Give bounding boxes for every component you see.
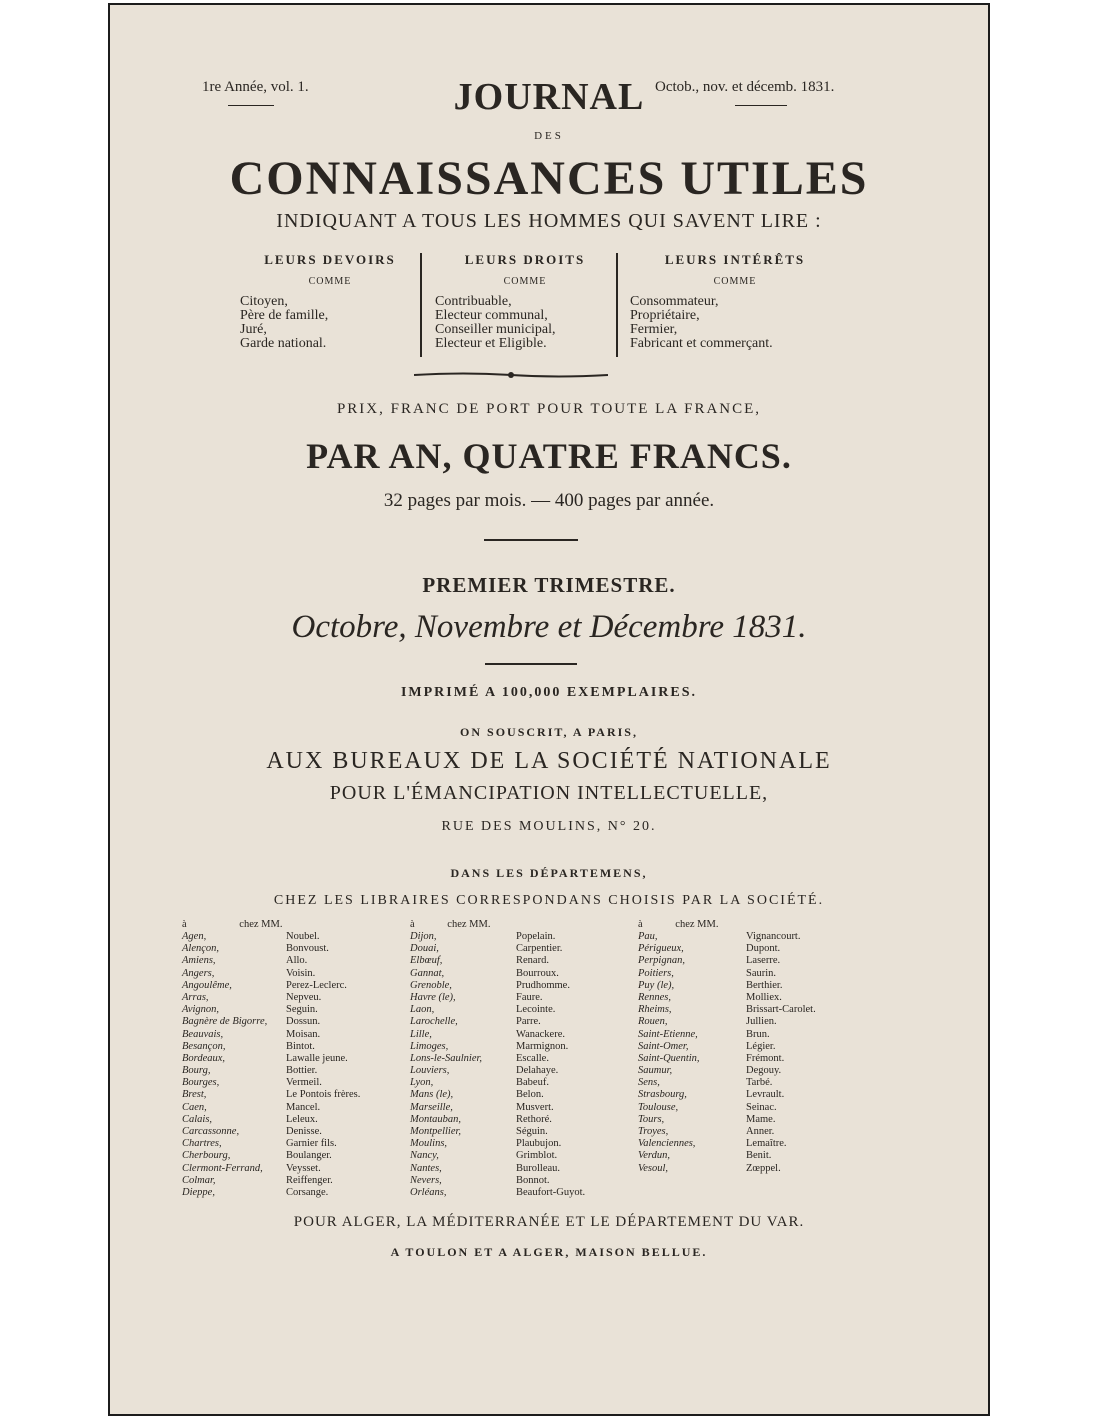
directory-city: Limoges, bbox=[410, 1040, 449, 1052]
directory-header bbox=[638, 919, 868, 931]
directory-header-chez: chez MM. bbox=[675, 919, 719, 930]
directory-city: Rheims, bbox=[638, 1004, 672, 1016]
directory-city: Cherbourg, bbox=[182, 1150, 231, 1162]
directory-city: Gannat, bbox=[410, 967, 445, 979]
directory-bookseller: Séguin. bbox=[516, 1126, 548, 1137]
directory-city: Arras, bbox=[182, 991, 209, 1003]
directory-city: Bagnère de Bigorre, bbox=[182, 1016, 268, 1028]
directory-bookseller: Lecointe. bbox=[516, 1004, 556, 1016]
directory-city: Besançon, bbox=[182, 1040, 226, 1052]
directory-bookseller: Zœppel. bbox=[746, 1162, 781, 1174]
directory-row bbox=[410, 1187, 635, 1199]
directory-bookseller: Molliex. bbox=[746, 991, 782, 1003]
directory-city: Toulouse, bbox=[638, 1101, 679, 1113]
directory-bookseller: Bonvoust. bbox=[286, 943, 329, 955]
volume-tag: 1re Année, vol. 1. bbox=[202, 79, 309, 95]
directory-city: Elbœuf, bbox=[410, 955, 443, 967]
toulon-line: A TOULON ET A ALGER, MAISON BELLUE. bbox=[390, 1245, 708, 1259]
directory-city: Dieppe, bbox=[182, 1186, 215, 1198]
directory-row bbox=[410, 1029, 635, 1041]
directory-bookseller: Perez-Leclerc. bbox=[286, 979, 347, 991]
directory-bookseller: Delahaye. bbox=[516, 1065, 559, 1077]
directory-bookseller: Plaubujon. bbox=[516, 1138, 562, 1150]
directory-bookseller: Brissart-Carolet. bbox=[746, 1004, 816, 1016]
directory-row bbox=[182, 1016, 402, 1028]
directory-city: Lyon, bbox=[410, 1077, 434, 1089]
directory-bookseller: Le Pontois frères. bbox=[286, 1089, 361, 1101]
directory-bookseller: Vignancourt. bbox=[746, 931, 801, 942]
directory-bookseller: Burolleau. bbox=[516, 1162, 561, 1174]
directory-header-a: à bbox=[182, 919, 187, 930]
directory-header-a: à bbox=[410, 919, 415, 930]
directory-row bbox=[638, 1077, 868, 1089]
column-heading: LEURS INTÉRÊTS bbox=[664, 252, 806, 267]
column-item: Consommateur, bbox=[630, 294, 719, 309]
directory-bookseller: Popelain. bbox=[516, 931, 556, 942]
directory-city: Saint-Omer, bbox=[638, 1040, 689, 1052]
directory-bookseller: Dupont. bbox=[746, 943, 781, 955]
directory-row bbox=[182, 968, 402, 980]
directory-column-1 bbox=[182, 919, 402, 1199]
directory-city: Marseille, bbox=[410, 1101, 453, 1113]
directory-bookseller: Prudhomme. bbox=[516, 979, 570, 991]
directory-city: Orléans, bbox=[410, 1186, 447, 1198]
directory-row bbox=[182, 1138, 402, 1150]
column-heading: LEURS DROITS bbox=[464, 252, 586, 267]
directory-bookseller: Boulanger. bbox=[286, 1150, 332, 1162]
directory-bookseller: Vermeil. bbox=[286, 1077, 322, 1089]
directory-bookseller: Frémont. bbox=[746, 1052, 785, 1064]
directory-bookseller: Légier. bbox=[746, 1040, 776, 1052]
directory-row bbox=[638, 992, 868, 1004]
directory-row bbox=[410, 1175, 635, 1187]
directory-row bbox=[182, 1004, 402, 1016]
directory-row bbox=[182, 1175, 402, 1187]
directory-bookseller: Lemaître. bbox=[746, 1138, 787, 1150]
directory-bookseller: Bonnot. bbox=[516, 1174, 550, 1186]
directory-row bbox=[182, 1065, 402, 1077]
directory-bookseller: Wanackere. bbox=[516, 1028, 565, 1040]
directory-bookseller: Beaufort-Guyot. bbox=[516, 1186, 586, 1198]
directory-row bbox=[182, 1089, 402, 1101]
directory-city: Verdun, bbox=[638, 1150, 670, 1162]
directory-city: Amiens, bbox=[182, 955, 216, 967]
column-item: Juré, bbox=[240, 322, 267, 337]
directory-header bbox=[182, 919, 402, 931]
directory-row bbox=[638, 1102, 868, 1114]
directory-row bbox=[410, 968, 635, 980]
directory-bookseller: Denisse. bbox=[286, 1126, 322, 1137]
directory-bookseller: Saurin. bbox=[746, 967, 777, 979]
directory-row bbox=[410, 1126, 635, 1138]
directory-row bbox=[182, 931, 402, 943]
directory-row bbox=[410, 1016, 635, 1028]
directory-city: Sens, bbox=[638, 1077, 660, 1089]
directory-city: Saint-Quentin, bbox=[638, 1052, 700, 1064]
main-title: CONNAISSANCES UTILES bbox=[229, 152, 869, 205]
directory-city: Dijon, bbox=[410, 931, 437, 942]
column-item: Electeur et Eligible. bbox=[435, 336, 547, 351]
directory-city: Saint-Etienne, bbox=[638, 1028, 698, 1040]
directory-city: Laon, bbox=[410, 1004, 435, 1016]
pages-info: 32 pages par mois. — 400 pages par année. bbox=[383, 490, 715, 511]
directory-bookseller: Bottier. bbox=[286, 1065, 318, 1077]
directory-column-2 bbox=[410, 919, 635, 1199]
column-items bbox=[435, 295, 615, 351]
directory-bookseller: Faure. bbox=[516, 991, 543, 1003]
date-tag: Octob., nov. et décemb. 1831. bbox=[655, 79, 835, 95]
directory-city: Poitiers, bbox=[638, 967, 674, 979]
directory-bookseller: Noubel. bbox=[286, 931, 320, 942]
directory-city: Douai, bbox=[410, 943, 439, 955]
directory-row bbox=[638, 968, 868, 980]
directory-city: Rennes, bbox=[638, 991, 671, 1003]
directory-row bbox=[638, 955, 868, 967]
directory-row bbox=[638, 931, 868, 943]
divider-rule bbox=[484, 539, 578, 541]
directory-city: Perpignan, bbox=[638, 955, 685, 967]
directory-city: Mans (le), bbox=[410, 1089, 454, 1101]
directory-city: Agen, bbox=[182, 931, 207, 942]
directory-city: Angoulême, bbox=[182, 979, 232, 991]
directory-city: Vesoul, bbox=[638, 1162, 669, 1174]
directory-city: Puy (le), bbox=[638, 979, 675, 991]
directory-bookseller: Brun. bbox=[746, 1028, 770, 1040]
column-devoirs bbox=[240, 252, 420, 351]
directory-city: Nancy, bbox=[410, 1150, 439, 1162]
directory-bookseller: Leleux. bbox=[286, 1113, 318, 1125]
directory-row bbox=[638, 1138, 868, 1150]
directory-city: Lons-le-Saulnier, bbox=[410, 1052, 483, 1064]
directory-bookseller: Lawalle jeune. bbox=[286, 1052, 348, 1064]
society-name: AUX BUREAUX DE LA SOCIÉTÉ NATIONALE bbox=[266, 748, 832, 774]
column-items bbox=[240, 295, 420, 351]
booksellers-heading: CHEZ LES LIBRAIRES CORRESPONDANS CHOISIS PAR LA SOCIÉTÉ. bbox=[273, 893, 825, 908]
directory-bookseller: Mame. bbox=[746, 1113, 776, 1125]
directory-city: Saumur, bbox=[638, 1065, 673, 1077]
directory-row bbox=[182, 1041, 402, 1053]
directory-row bbox=[410, 992, 635, 1004]
trimester-label: PREMIER TRIMESTRE. bbox=[422, 573, 676, 597]
directory-row bbox=[638, 1065, 868, 1077]
directory-row bbox=[182, 1053, 402, 1065]
directory-row bbox=[182, 943, 402, 955]
directory-city: Valenciennes, bbox=[638, 1138, 696, 1150]
directory-row bbox=[410, 1004, 635, 1016]
directory-row bbox=[182, 1114, 402, 1126]
directory-bookseller: Parre. bbox=[516, 1016, 541, 1028]
journal-word: JOURNAL bbox=[453, 76, 645, 118]
directory-city: Caen, bbox=[182, 1101, 207, 1113]
directory-header-a: à bbox=[638, 919, 643, 930]
directory-city: Moulins, bbox=[410, 1138, 448, 1150]
directory-row bbox=[638, 980, 868, 992]
directory-bookseller: Bintot. bbox=[286, 1040, 315, 1052]
directory-row bbox=[182, 1077, 402, 1089]
directory-bookseller: Escalle. bbox=[516, 1052, 549, 1064]
directory-city: Alençon, bbox=[182, 943, 220, 955]
directory-bookseller: Laserre. bbox=[746, 955, 781, 967]
directory-bookseller: Allo. bbox=[286, 955, 308, 967]
journal-title-page bbox=[108, 3, 990, 1416]
directory-bookseller: Levrault. bbox=[746, 1089, 785, 1101]
directory-city: Larochelle, bbox=[410, 1016, 458, 1028]
directory-row bbox=[182, 980, 402, 992]
directory-row bbox=[410, 1150, 635, 1162]
directory-bookseller: Reiffenger. bbox=[286, 1174, 333, 1186]
directory-header bbox=[410, 919, 635, 931]
directory-city: Montauban, bbox=[410, 1113, 462, 1125]
directory-city: Lille, bbox=[410, 1028, 432, 1040]
column-separator bbox=[420, 253, 422, 357]
directory-city: Nevers, bbox=[410, 1174, 442, 1186]
directory-row bbox=[410, 1138, 635, 1150]
directory-row bbox=[638, 1089, 868, 1101]
divider-rule bbox=[485, 663, 577, 665]
directory-row bbox=[638, 1126, 868, 1138]
directory-row bbox=[638, 1163, 868, 1175]
column-droits bbox=[435, 252, 615, 351]
directory-bookseller: Marmignon. bbox=[516, 1040, 569, 1052]
directory-bookseller: Degouy. bbox=[746, 1065, 782, 1077]
column-items bbox=[630, 295, 840, 351]
directory-row bbox=[638, 1041, 868, 1053]
directory-bookseller: Bourroux. bbox=[516, 967, 559, 979]
print-run: IMPRIMÉ A 100,000 EXEMPLAIRES. bbox=[400, 685, 698, 700]
directory-row bbox=[410, 980, 635, 992]
directory-bookseller: Berthier. bbox=[746, 979, 783, 991]
directory-city: Bourg, bbox=[182, 1065, 211, 1077]
annual-price: PAR AN, QUATRE FRANCS. bbox=[306, 436, 792, 476]
algiers-line: POUR ALGER, LA MÉDITERRANÉE ET LE DÉPARTEMENT DU VAR. bbox=[293, 1214, 805, 1230]
directory-city: Avignon, bbox=[182, 1004, 220, 1016]
directory-city: Montpellier, bbox=[410, 1126, 462, 1137]
directory-city: Angers, bbox=[182, 967, 215, 979]
directory-bookseller: Babeuf. bbox=[516, 1077, 549, 1089]
directory-city: Chartres, bbox=[182, 1138, 222, 1150]
directory-row bbox=[410, 1089, 635, 1101]
directory-bookseller: Moisan. bbox=[286, 1028, 321, 1040]
column-separator bbox=[616, 253, 618, 357]
column-item: Garde national. bbox=[240, 336, 327, 351]
directory-row bbox=[410, 1053, 635, 1065]
directory-row bbox=[410, 1114, 635, 1126]
trimester-months: Octobre, Novembre et Décembre 1831. bbox=[291, 609, 807, 645]
directory-city: Pau, bbox=[638, 931, 658, 942]
directory-row bbox=[638, 1114, 868, 1126]
directory-column-3 bbox=[638, 919, 868, 1175]
directory-row bbox=[182, 992, 402, 1004]
departments-heading: DANS LES DÉPARTEMENS, bbox=[450, 866, 648, 880]
directory-bookseller: Grimblot. bbox=[516, 1150, 558, 1162]
address: RUE DES MOULINS, N° 20. bbox=[441, 819, 657, 834]
directory-row bbox=[182, 1102, 402, 1114]
directory-row bbox=[410, 931, 635, 943]
directory-city: Louviers, bbox=[410, 1065, 450, 1077]
directory-row bbox=[638, 1053, 868, 1065]
column-item: Père de famille, bbox=[240, 308, 329, 323]
column-item: Contribuable, bbox=[435, 294, 512, 309]
directory-bookseller: Seinac. bbox=[746, 1101, 777, 1113]
directory-header-chez: chez MM. bbox=[447, 919, 491, 930]
directory-bookseller: Rethoré. bbox=[516, 1113, 552, 1125]
column-item: Propriétaire, bbox=[630, 308, 700, 323]
directory-row bbox=[410, 1163, 635, 1175]
directory-header-chez: chez MM. bbox=[239, 919, 283, 930]
directory-row bbox=[638, 1004, 868, 1016]
directory-city: Brest, bbox=[182, 1089, 207, 1101]
des-word: DES bbox=[534, 130, 564, 142]
directory-city: Clermont-Ferrand, bbox=[182, 1162, 263, 1174]
column-comme: COMME bbox=[503, 276, 547, 287]
directory-city: Troyes, bbox=[638, 1126, 669, 1137]
directory-bookseller: Jullien. bbox=[746, 1016, 777, 1028]
column-item: Electeur communal, bbox=[435, 308, 548, 323]
directory-row bbox=[410, 1041, 635, 1053]
directory-city: Périgueux, bbox=[638, 943, 684, 955]
directory-bookseller: Seguin. bbox=[286, 1004, 318, 1016]
directory-bookseller: Belon. bbox=[516, 1089, 544, 1101]
directory-city: Colmar, bbox=[182, 1174, 216, 1186]
price-line: PRIX, FRANC DE PORT POUR TOUTE LA FRANCE, bbox=[336, 401, 762, 417]
directory-city: Beauvais, bbox=[182, 1028, 224, 1040]
directory-city: Grenoble, bbox=[410, 979, 452, 991]
directory-city: Havre (le), bbox=[410, 991, 456, 1003]
directory-row bbox=[410, 943, 635, 955]
directory-bookseller: Voisin. bbox=[286, 967, 316, 979]
directory-city: Strasbourg, bbox=[638, 1089, 687, 1101]
directory-row bbox=[182, 955, 402, 967]
directory-row bbox=[182, 1150, 402, 1162]
directory-row bbox=[638, 943, 868, 955]
directory-row bbox=[182, 1187, 402, 1199]
subscribe-paris: ON SOUSCRIT, A PARIS, bbox=[460, 725, 638, 739]
column-item: Fabricant et commerçant. bbox=[630, 336, 773, 351]
subtitle: INDIQUANT A TOUS LES HOMMES QUI SAVENT LIRE : bbox=[276, 210, 822, 232]
directory-city: Carcassonne, bbox=[182, 1126, 240, 1137]
directory-bookseller: Nepveu. bbox=[286, 991, 322, 1003]
directory-bookseller: Benit. bbox=[746, 1150, 772, 1162]
directory-bookseller: Renard. bbox=[516, 955, 549, 967]
directory-row bbox=[182, 1163, 402, 1175]
directory-bookseller: Tarbé. bbox=[746, 1077, 773, 1089]
column-item: Citoyen, bbox=[240, 294, 288, 309]
directory-city: Bordeaux, bbox=[182, 1052, 226, 1064]
column-interets bbox=[630, 252, 840, 351]
column-item: Fermier, bbox=[630, 322, 678, 337]
directory-row bbox=[638, 1150, 868, 1162]
ornament-divider bbox=[414, 369, 608, 381]
directory-city: Nantes, bbox=[410, 1162, 442, 1174]
column-comme: COMME bbox=[713, 276, 757, 287]
directory-row bbox=[410, 1102, 635, 1114]
directory-bookseller: Anner. bbox=[746, 1126, 775, 1137]
directory-row bbox=[182, 1126, 402, 1138]
directory-row bbox=[638, 1029, 868, 1041]
directory-city: Bourges, bbox=[182, 1077, 220, 1089]
directory-city: Tours, bbox=[638, 1113, 665, 1125]
directory-bookseller: Carpentier. bbox=[516, 943, 563, 955]
directory-row bbox=[410, 1077, 635, 1089]
directory-bookseller: Garnier fils. bbox=[286, 1138, 337, 1150]
directory-row bbox=[638, 1016, 868, 1028]
directory-bookseller: Corsange. bbox=[286, 1186, 329, 1198]
column-comme: COMME bbox=[308, 276, 352, 287]
column-item: Conseiller municipal, bbox=[435, 322, 556, 337]
society-purpose: POUR L'ÉMANCIPATION INTELLECTUELLE, bbox=[329, 782, 769, 804]
directory-bookseller: Mancel. bbox=[286, 1101, 321, 1113]
directory-city: Calais, bbox=[182, 1113, 213, 1125]
directory-bookseller: Veysset. bbox=[286, 1162, 321, 1174]
directory-city: Rouen, bbox=[638, 1016, 668, 1028]
directory-row bbox=[410, 1065, 635, 1077]
directory-bookseller: Dossun. bbox=[286, 1016, 321, 1028]
directory-row bbox=[182, 1029, 402, 1041]
directory-bookseller: Musvert. bbox=[516, 1101, 554, 1113]
column-heading: LEURS DEVOIRS bbox=[264, 252, 396, 267]
directory-row bbox=[410, 955, 635, 967]
